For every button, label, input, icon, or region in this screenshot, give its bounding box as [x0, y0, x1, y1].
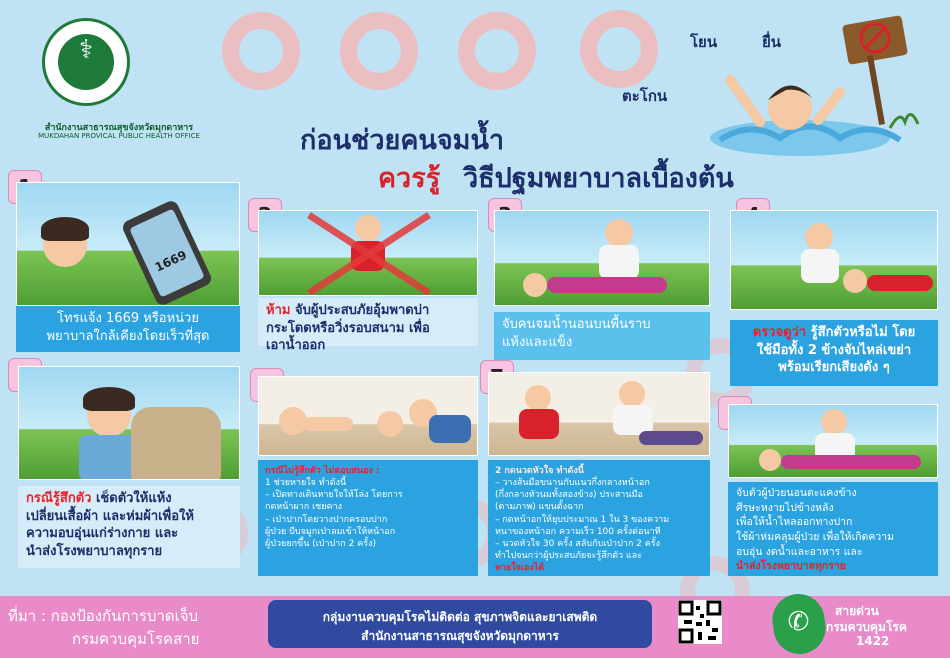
caption-line: ใช้มือทั้ง 2 ข้างจับไหล่เขย่า: [756, 342, 912, 358]
caption-line: หนาของหน้าอก ความเร็ว 100 ครั้งต่อนาที: [495, 526, 661, 537]
department-box: [268, 600, 652, 648]
caption-line: – เปิดทางเดินหายใจให้โล่ง โดยการ: [265, 490, 403, 501]
hotline-label: สายด่วน: [835, 604, 879, 618]
caption-warning: ห้าม: [266, 303, 291, 318]
caption-line: เอาน้ำออก: [266, 338, 326, 354]
caption-line: – กดหน้าอกให้ยุบประมาณ 1 ใน 3 ของความ: [495, 514, 670, 525]
phone-icon: ✆: [769, 591, 829, 658]
caption-warning: นำส่งโรงพยาบาลทุกราย: [736, 560, 846, 573]
step-6-caption: [258, 460, 478, 576]
caption-line: อบอุ่น งดน้ำและอาหาร และ: [736, 545, 863, 558]
step-3-picture: [494, 210, 710, 306]
step-1-caption: [16, 306, 240, 352]
step-5-caption: [18, 486, 240, 568]
step-1-picture: [16, 182, 240, 306]
caption-warning: กรณีรู้สึกตัว: [26, 491, 92, 506]
caption-line: กดหน้าผาก เชยคาง: [265, 502, 342, 513]
caption-warning: หายใจเองได้: [495, 563, 545, 574]
office-name-th: สำนักงานสาธารณสุขจังหวัดมุกดาหาร: [44, 123, 194, 133]
caption-warning: ตรวจดูว่า: [752, 325, 807, 340]
step-5-picture: [18, 366, 240, 480]
step-8-picture: [728, 404, 938, 478]
caption-line: (ตามภาพ) แขนตั้งฉาก: [495, 502, 584, 513]
step-4-caption: [730, 320, 938, 386]
hotline-org: กรมควบคุมโรค: [826, 620, 907, 634]
caption-line: เช็ดตัวให้แห้ง: [95, 491, 172, 506]
department-line-1: กลุ่มงานควบคุมโรคไม่ติดต่อ สุขภาพจิตและยาเสพติด: [322, 610, 598, 624]
word-reach: ยื่น: [762, 33, 782, 51]
life-ring-icon: [458, 12, 536, 90]
caption-heading: 2 กดนวดหัวใจ ทำดังนี้: [495, 466, 584, 476]
caption-line: ความอบอุ่นแก่ร่างกาย และ: [26, 526, 179, 542]
page-title: ก่อนช่วยคนจมน้ำ: [300, 125, 505, 156]
life-ring-icon: [340, 12, 418, 90]
caption-line: ผู้ป่วยยกขึ้น (เป่าปาก 2 ครั้ง): [265, 538, 376, 549]
step-7-caption: [488, 460, 710, 576]
source-line-2: กรมควบคุมโรคสาย: [72, 630, 200, 648]
step-4-picture: [730, 210, 938, 310]
caption-line: ใช้ผ้าห่มคลุมผู้ป่วย เพื่อให้เกิดความ: [736, 531, 895, 544]
caption-line: พยาบาลใกล้เคียงโดยเร็วที่สุด: [46, 328, 210, 344]
caption-line: 1 ช่วยหายใจ ทำดังนี้: [265, 478, 347, 489]
step-2-picture: [258, 210, 478, 296]
caption-line: เปลี่ยนเสื้อผ้า และห่มผ้าเพื่อให้: [26, 508, 194, 524]
life-ring-icon: [222, 12, 300, 90]
department-line-2: สำนักงานสาธารณสุขจังหวัดมุกดาหาร: [361, 629, 559, 643]
step-7-picture: [488, 372, 710, 456]
caption-line: เพื่อให้น้ำไหลออกทางปาก: [736, 516, 853, 529]
word-throw: โยน: [690, 33, 718, 51]
caption-line: จับคนจมน้ำนอนบนพื้นราบ: [502, 317, 651, 332]
caption-line: – เป่าปากโดยวางปากครอบปาก: [265, 514, 388, 525]
caption-line: รู้สึกตัวหรือไม่ โดย: [810, 325, 916, 340]
caption-line: จับผู้ประสบภัยอุ้มพาดบ่า: [294, 303, 430, 318]
step-2-caption: [258, 298, 478, 354]
life-ring-icon: [580, 10, 658, 88]
phone-screen-text: 1669: [152, 247, 189, 275]
qr-code-icon: [678, 600, 722, 644]
hotline-number: 1422: [856, 634, 890, 648]
word-shout: ตะโกน: [622, 87, 668, 105]
office-name-en: MUKDAHAN PROVICAL PUBLIC HEALTH OFFICE: [38, 132, 200, 140]
caption-line: จับตัวผู้ป่วยนอนตะแคงข้าง: [736, 487, 857, 499]
page-subtitle-highlight: ควรรู้: [378, 163, 441, 194]
caption-line: นำส่งโรงพยาบาลทุกราย: [26, 543, 163, 559]
source-line-1: ที่มา : กองป้องกันการบาดเจ็บ: [8, 607, 199, 625]
step-3-caption: [494, 312, 710, 360]
caption-line: – วางส้นมือขนานกับแนวกึ่งกลางหน้าอก: [495, 478, 650, 489]
drowning-boy-illustration: [690, 10, 940, 160]
caption-line: แห้งและแข็ง: [502, 334, 573, 350]
ministry-logo: ⚕: [42, 18, 130, 106]
caption-line: ทำไปจนกว่าผู้ประสบภัยจะรู้สึกตัว และ: [495, 550, 643, 561]
caption-line: กระโดดหรือวิ่งรอบสนาม เพื่อ: [266, 320, 430, 336]
caption-line: พร้อมเรียกเสียงดัง ๆ: [778, 360, 890, 376]
step-8-caption: [728, 482, 938, 576]
caption-warning: กรณีไม่รู้สึกตัว ไม่ตอบสนอง :: [265, 466, 380, 476]
step-6-picture: [258, 376, 478, 456]
caption-line: โทรแจ้ง 1669 หรือหน่วย: [57, 311, 199, 326]
caption-line: – นวดหัวใจ 30 ครั้ง สลับกับเป่าปาก 2 ครั้ง: [495, 538, 660, 549]
caption-line: ผู้ป่วย บีบจมูกเป่าลมเข้าให้หน้าอก: [265, 526, 396, 537]
page-subtitle: วิธีปฐมพยาบาลเบื้องต้น: [463, 163, 734, 194]
caption-line: (กึ่งกลางหัวนมทั้งสองข้าง) ประสานมือ: [495, 490, 643, 501]
caption-line: ศีรษะหงายไปข้างหลัง: [736, 501, 834, 514]
